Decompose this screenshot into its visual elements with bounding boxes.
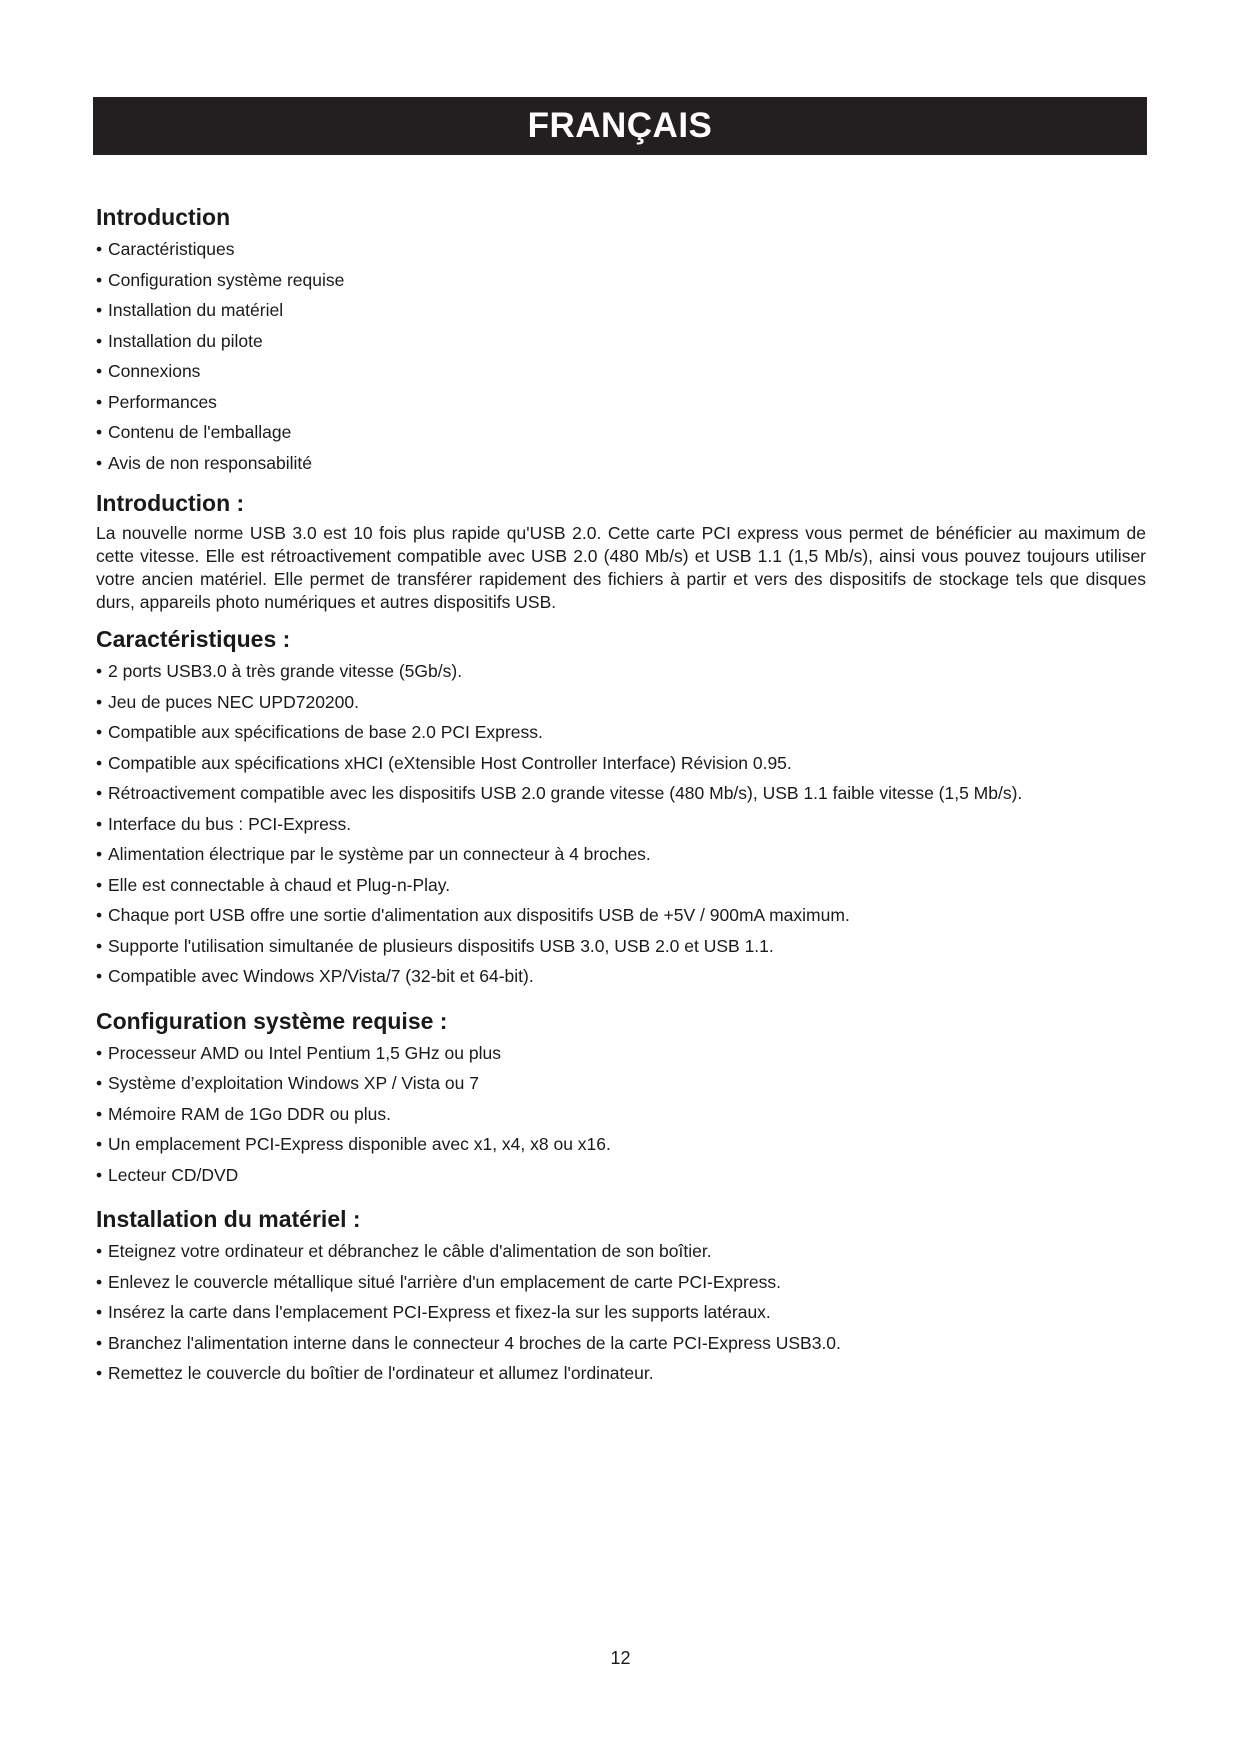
- list-item-text: Chaque port USB offre une sortie d'alimentation aux dispositifs USB de +5V / 900mA maximum.: [108, 905, 850, 925]
- list-item-text: Enlevez le couvercle métallique situé l'arrière d'un emplacement de carte PCI-Express.: [108, 1271, 781, 1292]
- list-item-text: Performances: [108, 391, 217, 412]
- bullet-icon: •: [96, 452, 103, 473]
- list-item-text: Interface du bus : PCI-Express.: [108, 813, 352, 834]
- features-heading: Caractéristiques :: [96, 626, 291, 652]
- list-item: [96, 356, 1146, 387]
- bullet-icon: •: [96, 1363, 103, 1383]
- bullet-icon: •: [96, 269, 103, 290]
- list-item-text: Installation du pilote: [108, 330, 263, 351]
- bullet-icon: •: [96, 905, 103, 925]
- list-item: [96, 687, 1146, 718]
- bullet-icon: •: [96, 1302, 103, 1322]
- intro-paragraph: La nouvelle norme USB 3.0 est 10 fois plus rapide qu'USB 2.0. Cette carte PCI express vous permet de bénéficier au maximum de cette vitesse. Elle est rétroactivement compatible avec USB 2.0 (480 Mb/s) et USB 1.1 (1,5 Mb/s), ainsi vous pouvez toujours utiliser votre ancien matériel. Elle permet de transférer rapidement des fichiers à partir et vers des dispositifs de stockage tels que disques durs, appareils photo numériques et autres dispositifs USB.: [96, 523, 1146, 612]
- requirements-list: [96, 1038, 1146, 1191]
- bullet-icon: •: [96, 1332, 103, 1353]
- list-item-text: Compatible avec Windows XP/Vista/7 (32-bit et 64-bit).: [108, 966, 534, 986]
- bullet-icon: •: [96, 300, 103, 320]
- list-item: [96, 931, 1146, 962]
- list-item: [96, 234, 1146, 265]
- list-item-text: Connexions: [108, 361, 201, 381]
- bullet-icon: •: [96, 1103, 103, 1124]
- list-item: [96, 326, 1146, 357]
- list-item-text: Elle est connectable à chaud et Plug-n-Play.: [108, 874, 451, 895]
- list-item: [96, 839, 1146, 870]
- intro-heading: Introduction :: [96, 490, 245, 516]
- features-list: [96, 656, 1146, 992]
- list-item-text: Supporte l'utilisation simultanée de plusieurs dispositifs USB 3.0, USB 2.0 et USB 1.1.: [108, 935, 774, 956]
- bullet-icon: •: [96, 422, 103, 442]
- list-item-text: Jeu de puces NEC UPD720200.: [108, 691, 359, 712]
- bullet-icon: •: [96, 1134, 103, 1154]
- list-item: [96, 961, 1146, 992]
- list-item-text: Avis de non responsabilité: [108, 452, 312, 473]
- bullet-icon: •: [96, 239, 103, 259]
- bullet-icon: •: [96, 844, 103, 864]
- list-item-text: Alimentation électrique par le système par un connecteur à 4 broches.: [108, 844, 651, 864]
- bullet-icon: •: [96, 661, 103, 681]
- list-item: [96, 1236, 1146, 1267]
- list-item: [96, 448, 1146, 479]
- hardware-list: [96, 1236, 1146, 1389]
- bullet-icon: •: [96, 966, 103, 986]
- requirements-heading: Configuration système requise :: [96, 1007, 448, 1034]
- list-item-text: Installation du matériel: [108, 300, 284, 320]
- toc-list: [96, 234, 1146, 478]
- bullet-icon: •: [96, 722, 103, 742]
- list-item: [96, 417, 1146, 448]
- list-item: [96, 656, 1146, 687]
- list-item: [96, 1328, 1146, 1359]
- bullet-icon: •: [96, 874, 103, 895]
- list-item-text: Un emplacement PCI-Express disponible avec x1, x4, x8 ou x16.: [108, 1134, 611, 1154]
- bullet-icon: •: [96, 813, 103, 834]
- list-item: [96, 1358, 1146, 1389]
- bullet-icon: •: [96, 1164, 103, 1185]
- list-item-text: Mémoire RAM de 1Go DDR ou plus.: [108, 1103, 392, 1124]
- list-item: [96, 1038, 1146, 1069]
- list-item: [96, 748, 1146, 779]
- list-item: [96, 387, 1146, 418]
- list-item-text: Branchez l'alimentation interne dans le connecteur 4 broches de la carte PCI-Express USB3.0.: [108, 1332, 841, 1353]
- list-item-text: Processeur AMD ou Intel Pentium 1,5 GHz ou plus: [108, 1042, 501, 1063]
- list-item-text: Configuration système requise: [108, 269, 345, 290]
- list-item: [96, 870, 1146, 901]
- hardware-heading: Installation du matériel :: [96, 1206, 361, 1232]
- list-item: [96, 1297, 1146, 1328]
- list-item-text: 2 ports USB3.0 à très grande vitesse (5Gb/s).: [108, 661, 463, 681]
- list-item-text: Insérez la carte dans l'emplacement PCI-Express et fixez-la sur les supports latéraux.: [108, 1302, 771, 1322]
- list-item-text: Remettez le couvercle du boîtier de l'ordinateur et allumez l'ordinateur.: [108, 1363, 654, 1383]
- bullet-icon: •: [96, 1271, 103, 1292]
- bullet-icon: •: [96, 691, 103, 712]
- list-item-text: Compatible aux spécifications xHCI (eXtensible Host Controller Interface) Révision 0.95.: [108, 752, 792, 773]
- bullet-icon: •: [96, 1042, 103, 1063]
- toc-section: [96, 200, 1146, 478]
- bullet-icon: •: [96, 391, 103, 412]
- list-item: [96, 1160, 1146, 1191]
- list-item-text: Compatible aux spécifications de base 2.0 PCI Express.: [108, 722, 543, 742]
- list-item: [96, 295, 1146, 326]
- list-item: [96, 717, 1146, 748]
- bullet-icon: •: [96, 330, 103, 351]
- toc-heading: Introduction: [96, 204, 231, 230]
- list-item: [96, 1129, 1146, 1160]
- requirements-section: [96, 1004, 1146, 1191]
- bullet-icon: •: [96, 783, 103, 803]
- list-item: [96, 1267, 1146, 1298]
- hardware-section: [96, 1202, 1146, 1389]
- bullet-icon: •: [96, 935, 103, 956]
- list-item-text: Système d’exploitation Windows XP / Vista ou 7: [108, 1073, 479, 1093]
- list-item: [96, 778, 1146, 809]
- intro-section: [96, 486, 1146, 614]
- list-item: [96, 1099, 1146, 1130]
- features-section: [96, 622, 1146, 992]
- list-item: [96, 1068, 1146, 1099]
- list-item-text: Caractéristiques: [108, 239, 235, 259]
- page-content: [96, 200, 1146, 1389]
- language-banner: FRANÇAIS: [93, 97, 1147, 155]
- list-item-text: Eteignez votre ordinateur et débranchez le câble d'alimentation de son boîtier.: [108, 1241, 712, 1261]
- bullet-icon: •: [96, 1073, 103, 1093]
- page-number: 12: [610, 1648, 631, 1668]
- bullet-icon: •: [96, 1241, 103, 1261]
- list-item-text: Contenu de l'emballage: [108, 422, 292, 442]
- list-item-text: Rétroactivement compatible avec les dispositifs USB 2.0 grande vitesse (480 Mb/s), USB 1.1 faible vitesse (1,5 Mb/s).: [108, 783, 1023, 803]
- list-item: [96, 265, 1146, 296]
- list-item: [96, 809, 1146, 840]
- list-item: [96, 900, 1146, 931]
- bullet-icon: •: [96, 361, 103, 381]
- bullet-icon: •: [96, 752, 103, 773]
- list-item-text: Lecteur CD/DVD: [108, 1164, 239, 1185]
